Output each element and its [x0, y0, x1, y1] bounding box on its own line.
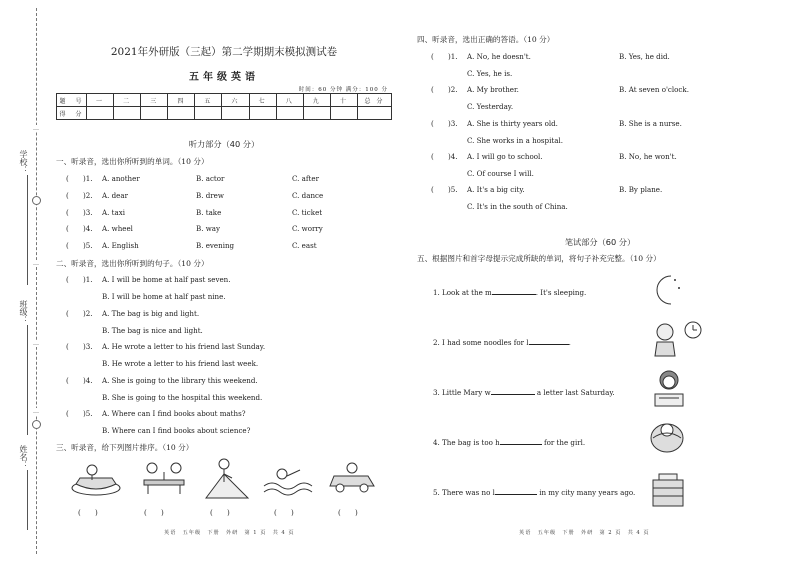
car-picture: [324, 458, 380, 498]
option-c: C. ticket: [292, 208, 323, 217]
fill-item: [433, 337, 571, 347]
option-b: B. Where can I find books about science?: [102, 426, 251, 435]
answer-blank[interactable]: [500, 437, 542, 445]
score-table-header-row: [57, 94, 392, 107]
library-picture: [649, 470, 689, 510]
option-b: B. I will be home at half past nine.: [102, 292, 226, 301]
boat-picture: [68, 458, 124, 498]
sentence-end: a letter last Saturday.: [534, 388, 615, 397]
score-table-score-row: [57, 107, 392, 120]
sentence-end: in my city many years ago.: [536, 488, 636, 497]
answer-blank[interactable]: [491, 387, 535, 395]
page-footer: 英语 五年级 下册 外研 第 1 页 共 4 页: [164, 530, 295, 536]
option-b: B. drew: [196, 191, 224, 200]
binding-strip: [0, 0, 52, 562]
school-label: 学校：: [19, 150, 28, 174]
sentence-start: 4. The bag is too h: [433, 438, 500, 447]
exam-title: 2021年外研版（三起）第二学期期末模拟测试卷: [110, 46, 338, 58]
sec2-item: [66, 309, 203, 335]
option-c: C. It's in the south of China.: [467, 202, 568, 211]
option-c: C. worry: [292, 224, 323, 233]
option-b: B. By plane.: [619, 185, 663, 194]
answer-bracket[interactable]: ( )4.: [431, 152, 458, 161]
sec2-item: [66, 275, 231, 301]
binding-mark: …: [33, 340, 39, 347]
score-cell[interactable]: [358, 107, 392, 120]
sec2-item: [66, 376, 263, 402]
sentence-start: 1. Look at the m: [433, 288, 492, 297]
score-header-cell: 十: [330, 94, 357, 107]
sec1-item: [66, 191, 324, 201]
order-bracket[interactable]: ( ): [78, 508, 98, 517]
option-a: A. another: [102, 174, 140, 183]
answer-bracket[interactable]: ( )2.: [66, 191, 93, 200]
answer-blank[interactable]: [492, 287, 536, 295]
listening-part-heading: 听力部分（40 分）: [188, 139, 260, 149]
option-b: B. He wrote a letter to his friend last week.: [102, 359, 259, 368]
page-footer: 英语 五年级 下册 外研 第 2 页 共 4 页: [519, 530, 650, 536]
exam-subtitle: 五年级英语: [189, 72, 259, 83]
answer-bracket[interactable]: ( )5.: [66, 409, 93, 418]
option-c: C. Yesterday.: [467, 102, 514, 111]
option-c: C. dance: [292, 191, 324, 200]
page-2: [415, 0, 785, 562]
option-a: A. Where can I find books about maths?: [102, 409, 246, 418]
answer-bracket[interactable]: ( )3.: [66, 342, 93, 351]
name-label: 姓名：: [19, 445, 28, 469]
exam-meta: 时间：60 分钟 满分：100 分: [298, 87, 388, 93]
option-a: A. I will be home at half past seven.: [102, 275, 231, 284]
option-b: B. evening: [196, 241, 235, 250]
binding-mark: …: [33, 260, 39, 267]
score-header-cell: 四: [168, 94, 195, 107]
option-a: A. The bag is big and light.: [102, 309, 200, 318]
sentence-end: .: [568, 338, 571, 347]
option-b: B. actor: [196, 174, 225, 183]
option-a: A. I will go to school.: [467, 152, 543, 161]
order-bracket[interactable]: ( ): [338, 508, 358, 517]
answer-bracket[interactable]: ( )1.: [66, 275, 93, 284]
sec1-item: [66, 224, 323, 234]
answer-bracket[interactable]: ( )5.: [66, 241, 93, 250]
binding-mark: …: [33, 408, 39, 415]
binding-hole: [32, 420, 41, 429]
hiking-picture: [202, 456, 252, 500]
name-line: [27, 470, 28, 530]
option-c: C. Yes, he is.: [467, 69, 513, 78]
option-a: A. My brother.: [467, 85, 519, 94]
option-a: A. No, he doesn't.: [467, 52, 531, 61]
cut-line: [36, 8, 37, 554]
option-a: A. She is thirty years old.: [467, 119, 558, 128]
score-header-cell: 题 号: [57, 94, 87, 107]
fill-item: [433, 437, 585, 447]
swimming-picture: [262, 458, 314, 498]
option-b: B. Yes, he did.: [619, 52, 670, 61]
score-header-cell: 一: [87, 94, 114, 107]
score-cell[interactable]: [195, 107, 222, 120]
order-bracket[interactable]: ( ): [210, 508, 230, 517]
answer-bracket[interactable]: ( )2.: [431, 85, 458, 94]
sec2-item: [66, 409, 251, 435]
answer-bracket[interactable]: ( )2.: [66, 309, 93, 318]
school-line: [27, 175, 28, 285]
option-c: C. east: [292, 241, 317, 250]
answer-bracket[interactable]: ( )4.: [66, 224, 93, 233]
score-row-label: 得 分: [57, 107, 87, 120]
moon-picture: [651, 272, 683, 308]
sentence-start: 5. There was no l: [433, 488, 495, 497]
score-header-cell: 五: [195, 94, 222, 107]
binding-mark: …: [33, 125, 39, 132]
option-a: A. He wrote a letter to his friend last Sunday.: [102, 342, 266, 351]
option-b: B. At seven o'clock.: [619, 85, 689, 94]
sec4-item: [431, 152, 677, 178]
section-3-heading: 三、听录音，给下列图片排序。（10 分）: [56, 443, 194, 452]
sec4-item: [431, 85, 689, 111]
option-a: A. taxi: [102, 208, 125, 217]
score-cell[interactable]: [330, 107, 357, 120]
answer-bracket[interactable]: ( )5.: [431, 185, 458, 194]
written-part-heading: 笔试部分（60 分）: [564, 237, 636, 247]
score-cell[interactable]: [222, 107, 249, 120]
answer-blank[interactable]: [495, 487, 537, 495]
sec1-item: [66, 208, 323, 218]
score-cell[interactable]: [168, 107, 195, 120]
option-a: A. dear: [102, 191, 128, 200]
option-b: B. She is a nurse.: [619, 119, 682, 128]
option-a: A. wheel: [102, 224, 133, 233]
page-1: [54, 0, 394, 562]
sec1-item: [66, 241, 317, 251]
answer-bracket[interactable]: ( )3.: [66, 208, 93, 217]
answer-bracket[interactable]: ( )1.: [66, 174, 93, 183]
score-cell[interactable]: [87, 107, 114, 120]
score-cell[interactable]: [276, 107, 303, 120]
heavy-bag-picture: [647, 418, 687, 458]
score-header-cell: 二: [114, 94, 141, 107]
answer-bracket[interactable]: ( )1.: [431, 52, 458, 61]
section-1-heading: 一、听录音，选出你所听到的单词。（10 分）: [56, 157, 209, 166]
option-b: B. She is going to the hospital this weekend.: [102, 393, 263, 402]
sec4-item: [431, 52, 670, 78]
sec1-item: [66, 174, 319, 184]
score-header-cell: 三: [141, 94, 168, 107]
option-c: C. Of course I will.: [467, 169, 534, 178]
answer-bracket[interactable]: ( )4.: [66, 376, 93, 385]
sec2-item: [66, 342, 266, 368]
sec4-item: [431, 185, 663, 211]
option-c: C. after: [292, 174, 319, 183]
score-cell[interactable]: [303, 107, 330, 120]
score-header-cell: 八: [276, 94, 303, 107]
score-header-cell: 九: [303, 94, 330, 107]
sentence-start: 2. I had some noodles for l: [433, 338, 529, 347]
score-header-cell: 七: [249, 94, 276, 107]
answer-blank[interactable]: [529, 337, 569, 345]
score-cell[interactable]: [114, 107, 141, 120]
option-a: A. She is going to the library this weekend.: [102, 376, 258, 385]
binding-hole: [32, 196, 41, 205]
score-cell[interactable]: [249, 107, 276, 120]
option-a: A. It's a big city.: [467, 185, 525, 194]
class-line: [27, 325, 28, 435]
section-4-heading: 四、听录音，选出正确的答语。（10 分）: [417, 35, 555, 44]
score-cell[interactable]: [141, 107, 168, 120]
order-bracket[interactable]: ( ): [274, 508, 294, 517]
answer-bracket[interactable]: ( )3.: [431, 119, 458, 128]
option-a: A. English: [102, 241, 139, 250]
table-tennis-picture: [138, 458, 190, 498]
option-b: B. way: [196, 224, 221, 233]
class-label: 班级：: [19, 300, 28, 324]
girl-eating-clock-picture: [647, 318, 703, 358]
sentence-end: for the girl.: [541, 438, 586, 447]
section-5-heading: 五、根据图片和首字母提示完成所缺的单词，将句子补充完整。（10 分）: [417, 254, 661, 263]
option-b: B. The bag is nice and light.: [102, 326, 203, 335]
sec4-item: [431, 119, 682, 145]
option-c: C. She works in a hospital.: [467, 136, 563, 145]
score-header-cell: 总 分: [358, 94, 392, 107]
score-header-cell: 六: [222, 94, 249, 107]
section-2-heading: 二、听录音，选出你所听到的句子。（10 分）: [56, 259, 209, 268]
sentence-end: . It's sleeping.: [535, 288, 587, 297]
fill-item: [433, 287, 586, 297]
sentence-start: 3. Little Mary w: [433, 388, 491, 397]
option-b: B. take: [196, 208, 222, 217]
score-table: [56, 93, 392, 120]
order-bracket[interactable]: ( ): [144, 508, 164, 517]
girl-writing-picture: [651, 368, 687, 408]
fill-item: [433, 487, 635, 497]
option-b: B. No, he won't.: [619, 152, 677, 161]
fill-item: [433, 387, 615, 397]
